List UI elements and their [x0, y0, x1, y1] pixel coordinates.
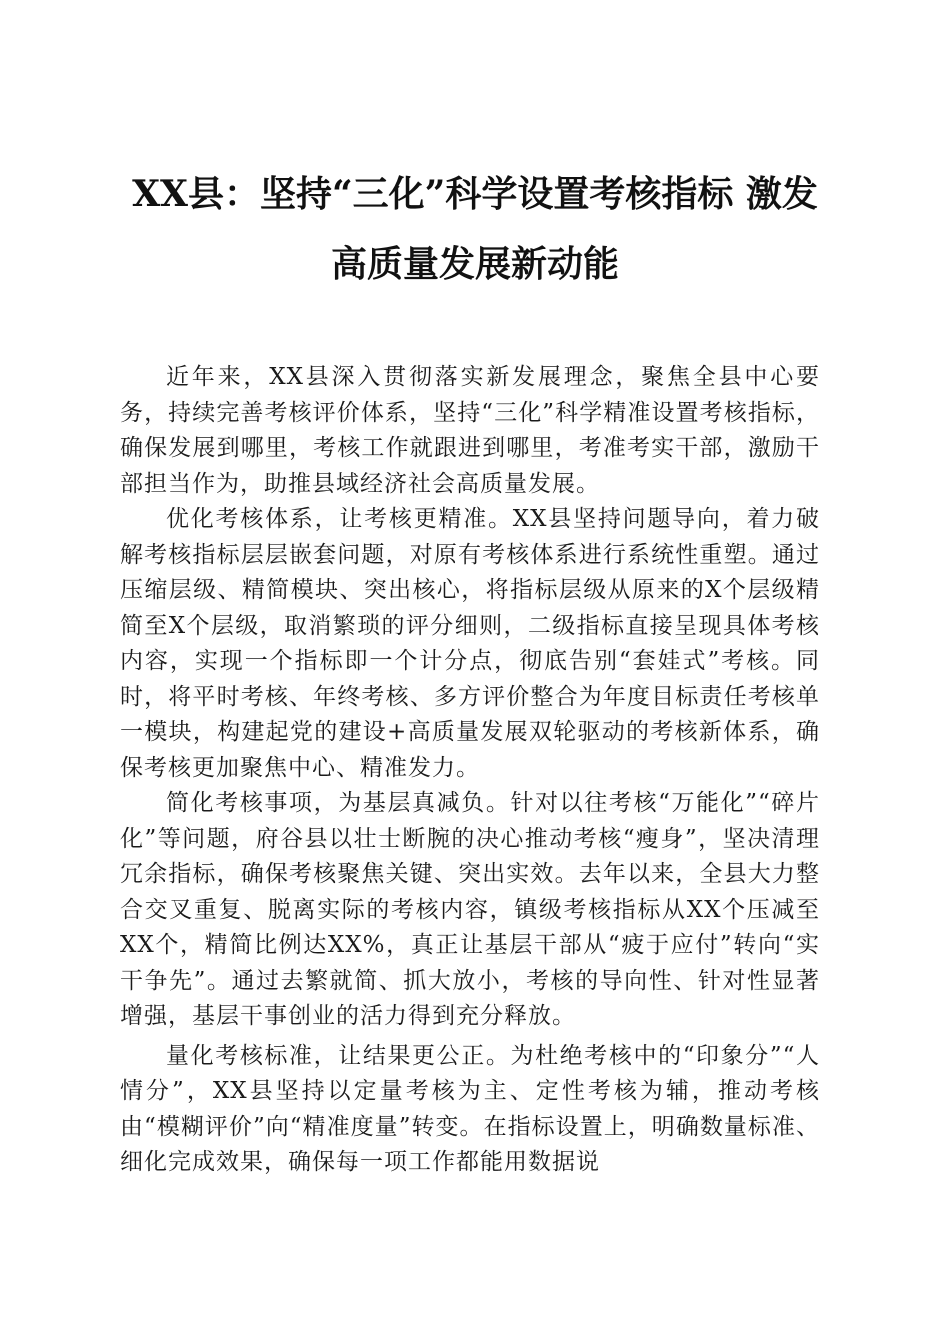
- article-body: [120, 360, 820, 1181]
- paragraph-simplify: 简化考核事项，为基层真减负。针对以往考核“万能化”“碎片化”等问题，府谷县以壮士断腕的决心推动考核“瘦身”，坚决清理冗余指标，确保考核聚焦关键、突出实效。去年以来，全县大力整合交叉重复、脱离实际的考核内容，镇级考核指标从XX个压减至XX个，精简比例达XX%，真正让基层干部从“疲于应付”转向“实干争先”。通过去繁就简、抓大放小，考核的导向性、针对性显著增强，基层干事创业的活力得到充分释放。: [120, 790, 820, 1029]
- title-line-1: XX县：坚持“三化”科学设置考核指标 激发: [132, 173, 818, 215]
- paragraph-optimize: 优化考核体系，让考核更精准。XX县坚持问题导向，着力破解考核指标层层嵌套问题，对原有考核体系进行系统性重塑。通过压缩层级、精简模块、突出核心，将指标层级从原来的X个层级精简至X个层级，取消繁琐的评分细则，二级指标直接呈现具体考核内容，实现一个指标即一个计分点，彻底告别“套娃式”考核。同时，将平时考核、年终考核、多方评价整合为年度目标责任考核单一模块，构建起党的建设+高质量发展双轮驱动的考核新体系，确保考核更加聚焦中心、精准发力。: [120, 506, 820, 781]
- title-line-2: 高质量发展新动能: [330, 243, 619, 285]
- paragraph-quantify: 量化考核标准，让结果更公正。为杜绝考核中的“印象分”“人情分”，XX县坚持以定量考核为主、定性考核为辅，推动考核由“模糊评价”向“精准度量”转变。在指标设置上，明确数量标准、细化完成效果，确保每一项工作都能用数据说: [120, 1042, 820, 1175]
- paragraph-intro: 近年来，XX县深入贯彻落实新发展理念，聚焦全县中心要务，持续完善考核评价体系，坚持“三化”科学精准设置考核指标，确保发展到哪里，考核工作就跟进到哪里，考准考实干部，激励干部担当作为，助推县域经济社会高质量发展。: [120, 364, 820, 497]
